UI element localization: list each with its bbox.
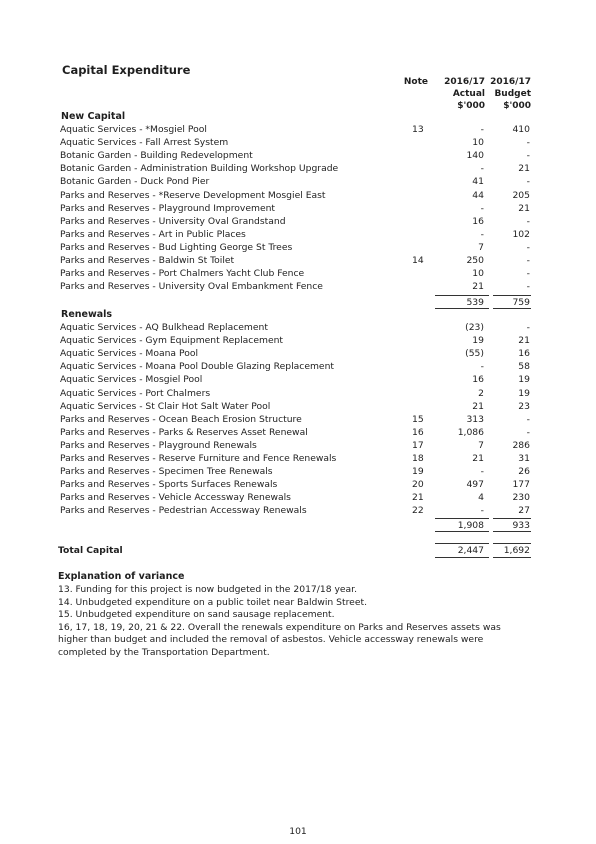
total-line-budget [493, 543, 531, 544]
renewals-subtotal-bottom-line-actual [435, 531, 489, 532]
new-capital-subtotal-bottom-line-budget [493, 308, 531, 309]
row-description: Aquatic Services - Moana Pool Double Glazing Replacement [60, 361, 335, 373]
row-budget: 410 [512, 124, 530, 135]
table-row [0, 255, 596, 268]
table-row [0, 348, 596, 361]
row-actual: 19 [472, 335, 484, 347]
row-note: 19 [412, 466, 424, 478]
row-description: Parks and Reserves - Playground Improvement [60, 202, 276, 214]
table-row [0, 466, 596, 479]
explanation-heading: Explanation of variance [58, 571, 185, 582]
row-actual: 313 [466, 413, 484, 425]
row-actual: - [480, 505, 484, 517]
row-description: Aquatic Services - Fall Arrest System [60, 137, 229, 149]
explanation-line: 14. Unbudgeted expenditure on a public toilet near Baldwin Street. [58, 596, 368, 608]
table-row [0, 322, 596, 335]
row-budget: 230 [512, 492, 530, 504]
row-description: Botanic Garden - Administration Building Workshop Upgrade [60, 163, 339, 175]
row-description: Parks and Reserves - Playground Renewals [60, 439, 257, 451]
budget-header-year: 2016/17 [490, 77, 531, 87]
row-actual: 16 [472, 374, 484, 386]
row-actual: 250 [466, 255, 484, 266]
renewals-heading: Renewals [61, 309, 113, 320]
row-actual: 10 [472, 268, 484, 280]
row-budget: 31 [518, 453, 530, 464]
total-bottom-line-budget [493, 557, 531, 558]
row-description: Botanic Garden - Duck Pond Pier [60, 176, 210, 188]
row-budget: - [526, 281, 530, 293]
table-row [0, 374, 596, 387]
row-actual: 4 [478, 492, 484, 504]
table-row [0, 150, 596, 163]
row-budget: 23 [518, 400, 530, 412]
row-description: Aquatic Services - Moana Pool [60, 348, 198, 360]
row-budget: - [526, 426, 530, 438]
row-budget: 19 [518, 387, 530, 399]
row-note: 21 [412, 492, 424, 504]
row-budget: 26 [518, 466, 530, 478]
table-row [0, 479, 596, 492]
new-capital-heading: New Capital [61, 111, 126, 122]
row-description: Parks and Reserves - Sports Surfaces Renewals [60, 479, 278, 491]
row-description: Aquatic Services - St Clair Hot Salt Water Pool [60, 400, 271, 412]
table-row [0, 163, 596, 176]
row-note: 16 [412, 426, 424, 438]
row-budget: 21 [518, 202, 530, 214]
actual-header-year: 2016/17 [444, 77, 485, 87]
row-budget: 27 [518, 505, 530, 517]
table-row [0, 335, 596, 348]
row-budget: - [526, 268, 530, 280]
row-budget: - [526, 255, 530, 266]
row-actual: 21 [472, 400, 484, 412]
actual-header-label: Actual [452, 89, 485, 99]
actual-header-unit: $'000 [457, 101, 485, 111]
row-actual: - [480, 124, 484, 135]
row-description: Parks and Reserves - *Reserve Development Mosgiel East [60, 189, 326, 201]
new-capital-subtotal-bottom-line-actual [435, 308, 489, 309]
explanation-line: 16, 17, 18, 19, 20, 21 & 22. Overall the renewals expenditure on Parks and Reserves assets was [58, 621, 501, 633]
renewals-subtotal-budget: 933 [512, 520, 530, 531]
table-row [0, 190, 596, 203]
row-description: Parks and Reserves - Parks & Reserves Asset Renewal [60, 426, 308, 438]
row-budget: 58 [518, 361, 530, 373]
row-description: Parks and Reserves - Port Chalmers Yacht Club Fence [60, 268, 305, 280]
row-actual: - [480, 228, 484, 240]
row-actual: - [480, 202, 484, 214]
row-note: 15 [412, 413, 424, 425]
table-row [0, 505, 596, 518]
total-bottom-line-actual [435, 557, 489, 558]
row-description: Parks and Reserves - University Oval Grandstand [60, 215, 286, 227]
row-note: 20 [412, 479, 424, 491]
row-description: Botanic Garden - Building Redevelopment [60, 150, 253, 162]
renewals-subtotal-actual: 1,908 [457, 520, 484, 531]
row-actual: 140 [466, 150, 484, 162]
total-capital-actual: 2,447 [457, 545, 484, 556]
table-row [0, 137, 596, 150]
row-budget: 286 [512, 439, 530, 451]
table-row [0, 401, 596, 414]
table-row [0, 176, 596, 189]
row-actual: (55) [465, 348, 484, 360]
page-number: 101 [289, 826, 307, 837]
table-row [0, 203, 596, 216]
row-actual: 497 [466, 479, 484, 491]
row-note: 18 [412, 453, 424, 464]
row-actual: - [480, 361, 484, 373]
row-description: Aquatic Services - *Mosgiel Pool [60, 124, 207, 135]
row-budget: 19 [518, 374, 530, 386]
row-description: Parks and Reserves - Ocean Beach Erosion Structure [60, 413, 302, 425]
new-capital-subtotal-line-actual [435, 295, 489, 296]
renewals-subtotal-line-budget [493, 518, 531, 519]
row-actual: 1,086 [457, 426, 484, 438]
row-budget: - [526, 215, 530, 227]
row-budget: 21 [518, 335, 530, 347]
new-capital-subtotal-line-budget [493, 295, 531, 296]
table-row [0, 440, 596, 453]
page-title: Capital Expenditure [62, 63, 191, 77]
total-line-actual [435, 543, 489, 544]
row-actual: 44 [472, 189, 484, 201]
row-budget: 21 [518, 163, 530, 175]
row-budget: - [526, 241, 530, 253]
row-description: Parks and Reserves - Specimen Tree Renewals [60, 466, 273, 478]
table-row [0, 124, 596, 137]
row-actual: 41 [472, 176, 484, 188]
row-description: Parks and Reserves - Bud Lighting George St Trees [60, 241, 293, 253]
total-capital-budget: 1,692 [503, 545, 530, 556]
budget-column-header [481, 76, 531, 112]
row-description: Parks and Reserves - University Oval Embankment Fence [60, 281, 323, 293]
row-description: Aquatic Services - Mosgiel Pool [60, 374, 203, 386]
note-column-header [398, 76, 428, 88]
row-actual: 7 [478, 439, 484, 451]
row-budget: - [526, 322, 530, 333]
row-actual: 2 [478, 387, 484, 399]
renewals-subtotal-bottom-line-budget [493, 531, 531, 532]
row-note: 14 [412, 255, 424, 266]
row-budget: 205 [512, 189, 530, 201]
row-description: Parks and Reserves - Vehicle Accessway Renewals [60, 492, 291, 504]
table-row [0, 492, 596, 505]
table-row [0, 229, 596, 242]
row-description: Parks and Reserves - Reserve Furniture and Fence Renewals [60, 453, 337, 464]
table-row [0, 427, 596, 440]
row-actual: 21 [472, 453, 484, 464]
row-description: Parks and Reserves - Pedestrian Accessway Renewals [60, 505, 307, 517]
table-row [0, 242, 596, 255]
row-budget: 16 [518, 348, 530, 360]
note-header-label: Note [403, 77, 428, 87]
row-budget: - [526, 137, 530, 149]
explanation-line: higher than budget and included the removal of asbestos. Vehicle accessway renewals were [58, 634, 484, 645]
actual-column-header [425, 76, 485, 112]
row-budget: 102 [512, 228, 530, 240]
row-description: Aquatic Services - Port Chalmers [60, 387, 211, 399]
row-actual: 7 [478, 241, 484, 253]
renewals-subtotal-line-actual [435, 518, 489, 519]
explanation-line: 15. Unbudgeted expenditure on sand sausage replacement. [58, 609, 335, 620]
table-row [0, 216, 596, 229]
row-note: 17 [412, 439, 424, 451]
budget-header-unit: $'000 [503, 101, 531, 111]
row-actual: 21 [472, 281, 484, 293]
row-description: Parks and Reserves - Baldwin St Toilet [60, 255, 235, 266]
row-budget: - [526, 150, 530, 162]
row-description: Aquatic Services - AQ Bulkhead Replacement [60, 322, 268, 333]
explanation-line: completed by the Transportation Department. [58, 646, 270, 658]
row-actual: (23) [465, 322, 484, 333]
table-row [0, 268, 596, 281]
table-row [0, 453, 596, 466]
new-capital-subtotal-actual: 539 [466, 297, 484, 308]
explanation-line: 13. Funding for this project is now budgeted in the 2017/18 year. [58, 584, 358, 595]
row-description: Aquatic Services - Gym Equipment Replacement [60, 335, 284, 347]
table-row [0, 281, 596, 294]
new-capital-subtotal-budget: 759 [512, 297, 530, 308]
row-actual: - [480, 163, 484, 175]
row-description: Parks and Reserves - Art in Public Places [60, 228, 246, 240]
row-actual: - [480, 466, 484, 478]
row-budget: - [526, 176, 530, 188]
row-note: 22 [412, 505, 424, 517]
table-row [0, 414, 596, 427]
table-row [0, 388, 596, 401]
budget-header-label: Budget [494, 89, 531, 99]
row-note: 13 [412, 124, 424, 135]
row-actual: 16 [472, 215, 484, 227]
row-budget: - [526, 413, 530, 425]
row-budget: 177 [512, 479, 530, 491]
total-capital-label: Total Capital [58, 545, 123, 556]
row-actual: 10 [472, 137, 484, 149]
table-row [0, 361, 596, 374]
